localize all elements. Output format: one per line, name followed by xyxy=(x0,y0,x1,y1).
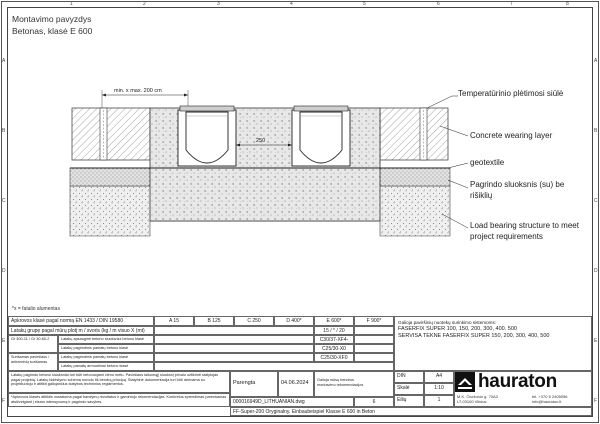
contact-address-2: LT-03100 Vilnius xyxy=(457,399,487,404)
row3-desc: Latakų apsauginė betono sluoksniui betono klasė xyxy=(58,335,154,344)
callout-geotextile: geotextile xyxy=(470,158,505,167)
drawing-bottom-title: FF-Super-200 Oryginalny. Einbaubeispiel Klasse E 600 in Beton xyxy=(230,407,592,416)
ruler-number-4: 4 xyxy=(290,1,293,7)
ruler-letter-c-right: C xyxy=(594,198,598,204)
callout-base-layer-2: rišiklių xyxy=(470,191,493,200)
ruler-letter-e-right: E xyxy=(594,338,598,344)
drawing-title-line-1: Montavimo pavyzdys xyxy=(12,14,92,24)
rows-label: Eilių xyxy=(394,395,424,407)
row5-desc: Latakų pagrindinis pamatų betono klasė xyxy=(58,353,154,362)
scale-label: Skalė xyxy=(394,383,424,395)
row5-label: Surišamas paviršiaus / antraminių surišamas xyxy=(8,353,58,371)
ruler-number-1: 1 xyxy=(70,1,73,7)
channel-1 xyxy=(178,106,236,166)
drawing-title-line-2: Betonas, klasė E 600 xyxy=(12,26,93,36)
ruler-letter-f-right: F xyxy=(594,398,598,404)
row6-desc: Latakų pamatų armuotiniai betono klasė xyxy=(58,362,154,371)
dimension-250-label: 250 xyxy=(256,138,266,144)
hauraton-logo-icon xyxy=(455,372,475,392)
ruler-number-7: 7 xyxy=(510,1,513,7)
installation-note: Latakų pagrindo betono sluoksniai turi būti betonuojami vienu metu. Paviršiaus laikomąjį sluoksnį privalo užtikrinti statytojas pagal projektą. Latakų išdėstymo schema nurodo tik bendrą principą. Statybinė dokumentacija turi būti derinama su projektuotoju ir atitikti galiojančius statybos techninius reglamentus. xyxy=(8,371,230,393)
ruler-letter-d-right: D xyxy=(594,268,598,274)
callout-concrete-layer: Concrete wearing layer xyxy=(470,131,553,140)
ruler-letter-a-right: A xyxy=(594,58,598,64)
row2-label: Latakų grupę pagal mūrų plotį m / svoris (kg / m visuo X (mt) xyxy=(8,326,154,335)
din-label: DIN xyxy=(394,371,424,383)
ruler-letter-f: F xyxy=(2,398,6,404)
foundation-block xyxy=(150,168,380,221)
ruler-letter-e: E xyxy=(2,338,6,344)
class-d400: D 400* xyxy=(274,316,314,326)
product-line-2: SERVISA TEKNE FASERFIX SUPER 150, 200, 300, 400, 500 xyxy=(398,333,550,339)
row3-e600-value: C30/37-XF4- xyxy=(314,335,354,344)
desc-line-1: Galioja mūsų bendros xyxy=(317,378,354,382)
hauraton-logo-text: hauraton xyxy=(478,371,557,392)
scale-value: 1:10 xyxy=(424,383,454,395)
load-class-note: *Apkrovos klasės atitiktis nustatoma pagal bandymų rezultatus ir gamintojo rekomendacijas. Konkretus sprendimas parenkamas atsižvelgiant į eismo intensyvumą ir pagrindo savybes. xyxy=(8,393,230,407)
sheet-number: 6 xyxy=(354,397,394,407)
wearing-layer-left xyxy=(72,108,150,160)
ruler-letter-b: B xyxy=(2,128,6,134)
ruler-number-2: 2 xyxy=(143,1,146,7)
footnote: *x = fatalio alumentas xyxy=(12,306,60,312)
rows-value: 1 xyxy=(424,395,454,407)
row4-desc: Latakų pagrindinis pamatų betono klasė xyxy=(58,344,154,353)
class-a15: A 15 xyxy=(154,316,194,326)
ruler-letter-d: D xyxy=(2,268,6,274)
parengta-date: 04.06.2024 xyxy=(278,371,314,397)
contact-address-1: M.K. Čiurlionio g. 70A3 xyxy=(457,394,498,399)
product-title: Galioja paviršinių nuotekų surinkimo sistemoms: xyxy=(398,320,497,325)
din-value: A4 xyxy=(424,371,454,383)
dimension-min-max-label: min. x max. 200 cm xyxy=(114,88,162,94)
callout-expansion-joint: Temperatūrinio plėtimosi siūlė xyxy=(458,89,564,98)
channel-2 xyxy=(292,106,350,166)
file-name: 000016949D_LITHUANIAN.dwg xyxy=(230,397,354,407)
ruler-number-5: 5 xyxy=(363,1,366,7)
callout-load-bearing-1: Load bearing structure to meet xyxy=(470,221,579,230)
contact-email: info@hauraton.lt xyxy=(532,399,562,404)
wearing-layer-right xyxy=(380,108,448,160)
class-b125: B 125 xyxy=(194,316,234,326)
row2-e600-value: 15 / * / 20 xyxy=(314,326,354,335)
desc-line-2: montavimo rekomendacijos xyxy=(317,382,364,387)
ruler-letter-c: C xyxy=(2,198,6,204)
row4-e600-value: C25/30-X0 xyxy=(314,344,354,353)
ruler-number-8: 8 xyxy=(566,1,569,7)
parengta-label: Parengta xyxy=(230,371,278,397)
class-e600: E 600* xyxy=(314,316,354,326)
row3-label: Gr 300-11 / Gr 30-60-2 xyxy=(8,335,58,353)
product-line-1: FASERFIX SUPER 100, 150, 200, 300, 400, 500 xyxy=(398,326,517,332)
ruler-letter-b-right: B xyxy=(594,128,598,134)
title-block xyxy=(8,316,592,416)
standard-label: Apkrovos klasė pagal normą EN 1433 / DIN 19580 xyxy=(8,316,154,326)
hauraton-logo xyxy=(455,371,583,393)
callout-base-layer-1: Pagrindo sluoksnis (su) be xyxy=(470,180,565,189)
class-c250: C 250 xyxy=(234,316,274,326)
ruler-letter-a: A xyxy=(2,58,6,64)
class-f900: F 900* xyxy=(354,316,394,326)
contact-phone: tel. +370 5 2405056 xyxy=(532,394,568,399)
callout-load-bearing-2: project requirements xyxy=(470,232,543,241)
row5-e600-value: C25/30-XF0 xyxy=(314,353,354,362)
ruler-number-6: 6 xyxy=(437,1,440,7)
ruler-number-3: 3 xyxy=(217,1,220,7)
